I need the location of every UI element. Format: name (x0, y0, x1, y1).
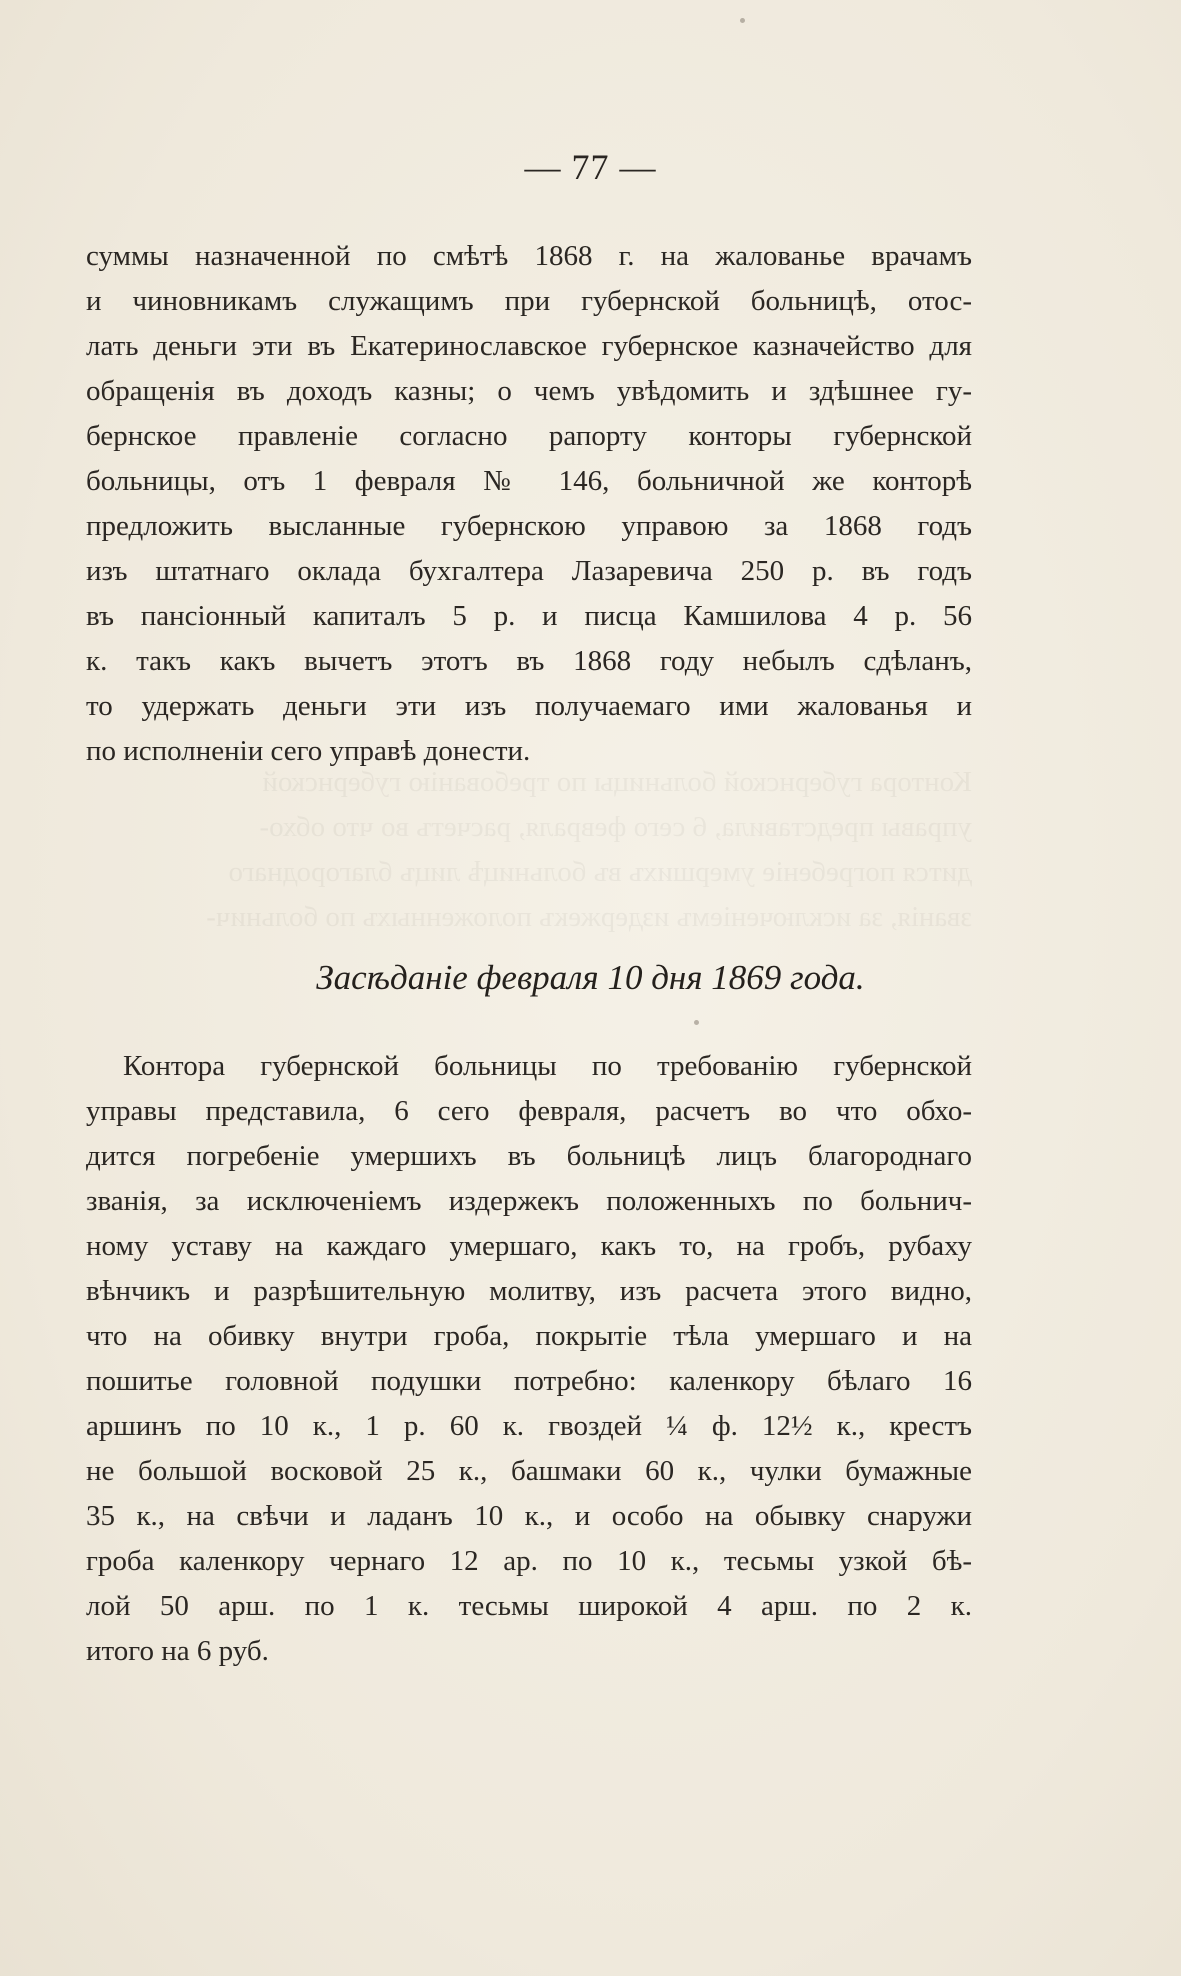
text-line: больницы, отъ 1 февраля № 146, больничной же конторѣ (86, 465, 972, 497)
bleed-through-line: Контора губернской больницы по требованію губернской (262, 766, 972, 798)
text-line: по исполненіи сего управѣ донести. (86, 735, 531, 767)
text-line: вѣнчикъ и разрѣшительную молитву, изъ расчета этого видно, (86, 1275, 972, 1307)
first-paragraph (86, 234, 972, 774)
text-line: бернское правленіе согласно рапорту конторы губернской (86, 420, 972, 452)
paper-speck (694, 1020, 699, 1025)
session-heading: Засѣданіе февраля 10 дня 1869 года. (316, 958, 865, 997)
bleed-through-line: званія, за исключеніемъ издержекъ положенныхъ по больнич- (206, 901, 972, 933)
text-line: лой 50 арш. по 1 к. тесьмы широкой 4 арш. по 2 к. (86, 1590, 972, 1622)
text-line: что на обивку внутри гроба, покрытіе тѣла умершаго и на (86, 1320, 972, 1352)
text-line: лать деньги эти въ Екатеринославское губернское казначейство для (86, 330, 972, 362)
text-line: обращенія въ доходъ казны; о чемъ увѣдомить и здѣшнее гу- (86, 375, 972, 407)
text-line: изъ штатнаго оклада бухгалтера Лазаревича 250 р. въ годъ (86, 555, 972, 587)
text-line: ному уставу на каждаго умершаго, какъ то, на гробъ, рубаху (86, 1230, 972, 1262)
text-line: въ пансіонный капиталъ 5 р. и писца Камшилова 4 р. 56 (86, 600, 972, 632)
text-line: аршинъ по 10 к., 1 р. 60 к. гвоздей ¼ ф. 12½ к., крестъ (86, 1410, 972, 1442)
bleed-through-line: управы представила, 6 сего февраля, расчетъ во что обхо- (259, 811, 972, 843)
text-line: и чиновникамъ служащимъ при губернской больницѣ, отос- (86, 285, 972, 317)
text-line: то удержать деньги эти изъ получаемаго ими жалованья и (86, 690, 972, 722)
text-line: 35 к., на свѣчи и ладанъ 10 к., и особо на обывку снаружи (86, 1500, 972, 1532)
text-line: Контора губернской больницы по требованію губернской (123, 1050, 972, 1082)
text-line: дится погребеніе умершихъ въ больницѣ лицъ благороднаго (86, 1140, 972, 1172)
text-line: предложить высланные губернскою управою за 1868 годъ (86, 510, 972, 542)
bleed-through-line: дится погребеніе умершихъ въ больницѣ лицъ благороднаго (228, 856, 972, 888)
second-paragraph (86, 1044, 972, 1674)
text-line: гроба каленкору чернаго 12 ар. по 10 к., тесьмы узкой бѣ- (86, 1545, 972, 1577)
text-line: к. такъ какъ вычетъ этотъ въ 1868 году небылъ сдѣланъ, (86, 645, 972, 677)
text-line: управы представила, 6 сего февраля, расчетъ во что обхо- (86, 1095, 972, 1127)
bleed-through-text (86, 760, 972, 940)
text-line: суммы назначенной по смѣтѣ 1868 г. на жалованье врачамъ (86, 240, 972, 272)
page-number: — 77 — (524, 147, 657, 187)
text-line: званія, за исключеніемъ издержекъ положенныхъ по больнич- (86, 1185, 972, 1217)
paper-speck (740, 18, 745, 23)
text-line: итого на 6 руб. (86, 1635, 269, 1667)
text-line: не большой восковой 25 к., башмаки 60 к., чулки бумажные (86, 1455, 972, 1487)
text-line: пошитье головной подушки потребно: каленкору бѣлаго 16 (86, 1365, 972, 1397)
